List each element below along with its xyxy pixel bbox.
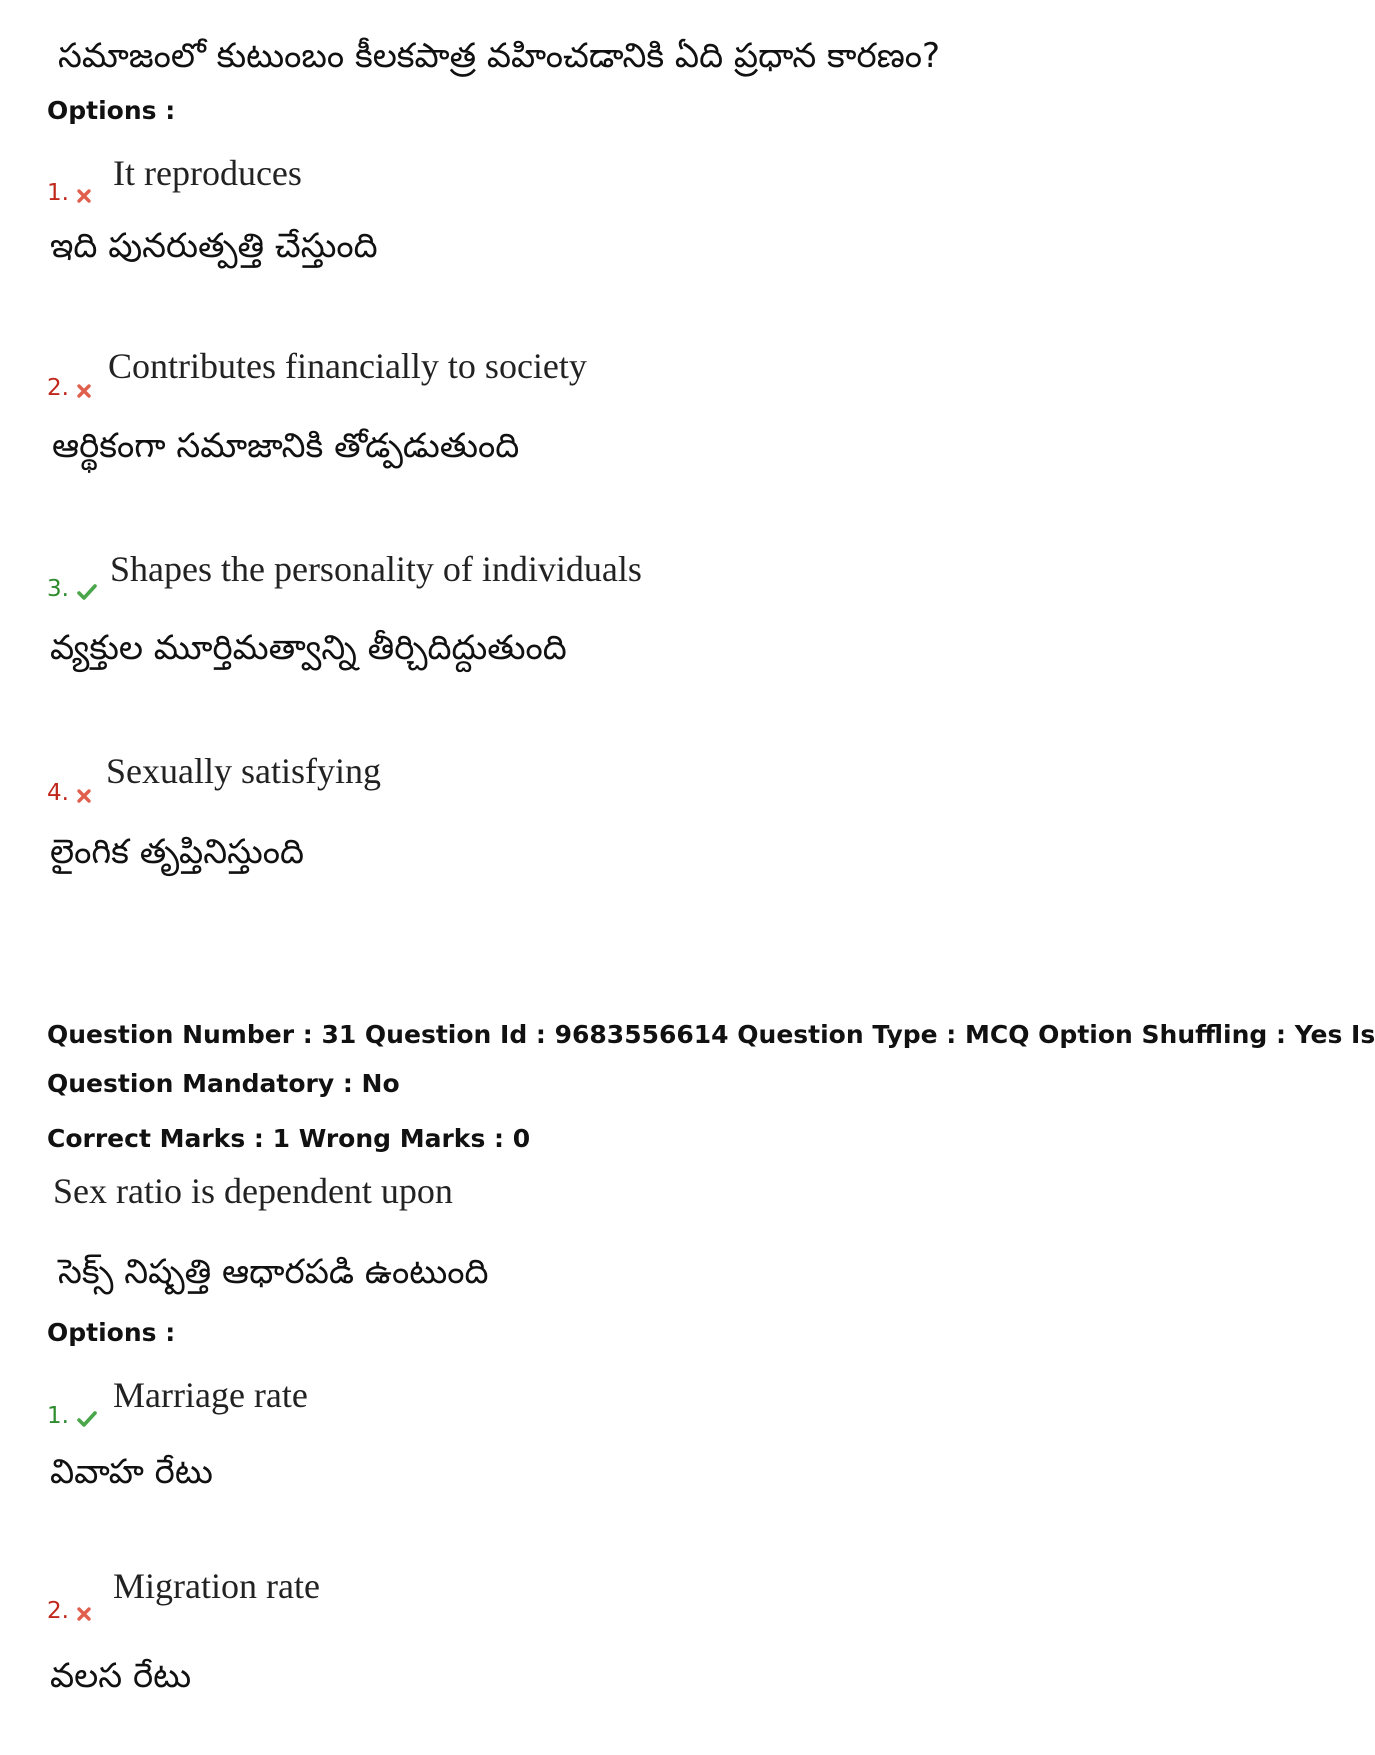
- q31-option-2-telugu: వలస రేటు: [50, 1656, 192, 1696]
- q31-option-2-number: [47, 1598, 91, 1624]
- cross-icon: [77, 789, 91, 803]
- cross-icon: [77, 1607, 91, 1621]
- q30-option-1-telugu: ఇది పునరుత్పత్తి చేస్తుంది: [50, 226, 378, 266]
- q31-options-label: Options :: [47, 1318, 176, 1347]
- cross-icon: [77, 189, 91, 203]
- q30-option-2-number: [47, 375, 91, 401]
- q30-option-4-english: Sexually satisfying: [106, 751, 381, 791]
- option-number: 2.: [47, 1598, 69, 1624]
- q30-option-2-english: Contributes financially to society: [108, 346, 587, 386]
- q30-option-4-number: [47, 780, 91, 806]
- option-number: 4.: [47, 780, 69, 806]
- q31-option-1-english: Marriage rate: [113, 1375, 308, 1415]
- check-icon: [77, 584, 97, 600]
- q30-option-3-english: Shapes the personality of individuals: [110, 549, 642, 589]
- q31-option-1-telugu: వివాహ రేటు: [50, 1452, 213, 1492]
- q31-marks-line: Correct Marks : 1 Wrong Marks : 0: [47, 1124, 531, 1153]
- option-number: 2.: [47, 375, 69, 401]
- q30-option-3-telugu: వ్యక్తుల మూర్తిమత్వాన్ని తీర్చిదిద్దుతుంది: [50, 628, 567, 668]
- q30-option-1-number: [47, 180, 91, 206]
- option-number: 1.: [47, 180, 69, 206]
- q30-options-label: Options :: [47, 96, 176, 125]
- question-31-telugu-text: సెక్స్ నిష్పత్తి ఆధారపడి ఉంటుంది: [58, 1252, 489, 1292]
- cross-icon: [77, 384, 91, 398]
- question-31-english-text: Sex ratio is dependent upon: [53, 1171, 453, 1211]
- q31-option-2-english: Migration rate: [113, 1566, 320, 1606]
- q30-option-1-english: It reproduces: [113, 153, 302, 193]
- q31-meta-line-2: Question Mandatory : No: [47, 1069, 400, 1098]
- q31-option-1-number: [47, 1403, 97, 1429]
- q30-option-3-number: [47, 576, 97, 602]
- q30-option-4-telugu: లైంగిక తృప్తినిస్తుంది: [50, 832, 304, 872]
- q30-option-2-telugu: ఆర్థికంగా సమాజానికి తోడ్పడుతుంది: [52, 426, 520, 466]
- check-icon: [77, 1411, 97, 1427]
- option-number: 3.: [47, 576, 69, 602]
- option-number: 1.: [47, 1403, 69, 1429]
- question-30-telugu-text: సమాజంలో కుటుంబం కీలకపాత్ర వహించడానికి ఏది ప్రధాన కారణం?: [58, 36, 941, 76]
- q31-meta-line-1: Question Number : 31 Question Id : 9683556614 Question Type : MCQ Option Shuffling : Yes Is: [47, 1020, 1375, 1049]
